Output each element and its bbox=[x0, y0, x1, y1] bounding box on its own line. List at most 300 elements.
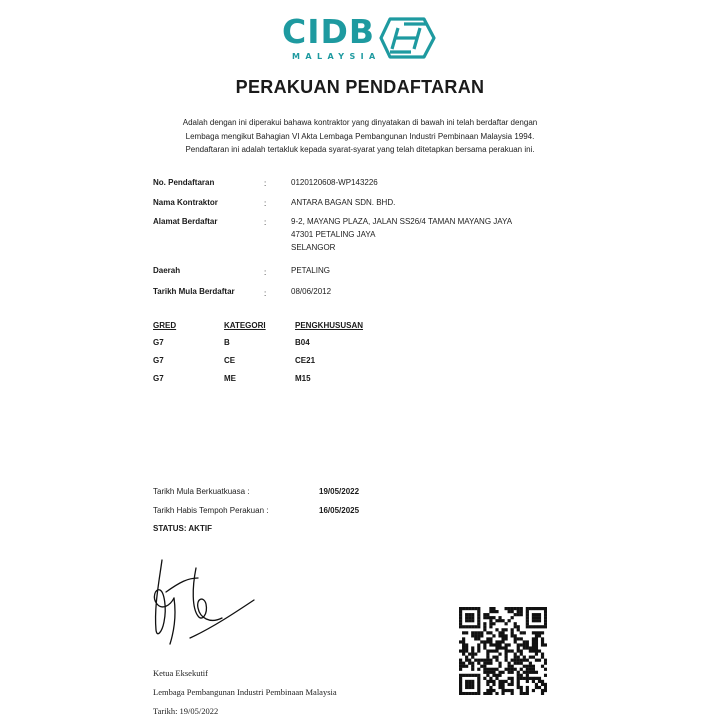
qr-module bbox=[538, 625, 541, 628]
qr-module bbox=[489, 607, 492, 610]
qr-module bbox=[532, 613, 535, 616]
address-label: Alamat Berdaftar bbox=[153, 217, 218, 226]
qr-module bbox=[483, 616, 486, 619]
qr-module bbox=[465, 607, 468, 610]
qr-module bbox=[526, 674, 529, 677]
qr-module bbox=[459, 662, 462, 665]
qr-module bbox=[508, 683, 511, 686]
qr-module bbox=[501, 689, 504, 692]
qr-module bbox=[495, 646, 498, 649]
qr-module bbox=[492, 656, 495, 659]
address-line: 9-2, MAYANG PLAZA, JALAN SS26/4 TAMAN MAYANG JAYA bbox=[291, 217, 513, 226]
qr-module bbox=[523, 656, 526, 659]
qr-module bbox=[483, 692, 486, 695]
qr-module bbox=[505, 628, 508, 631]
qr-module bbox=[477, 622, 480, 625]
qr-module bbox=[511, 668, 514, 671]
qr-module bbox=[489, 637, 492, 640]
qr-module bbox=[520, 607, 523, 610]
qr-module bbox=[532, 619, 535, 622]
qr-module bbox=[511, 680, 514, 683]
document-title: PERAKUAN PENDAFTARAN bbox=[235, 77, 485, 97]
qr-module bbox=[492, 634, 495, 637]
qr-module bbox=[544, 619, 547, 622]
qr-module bbox=[541, 665, 544, 668]
qr-module bbox=[495, 640, 498, 643]
qr-module bbox=[514, 662, 517, 665]
qr-module bbox=[492, 689, 495, 692]
qr-module bbox=[511, 677, 514, 680]
qr-module bbox=[462, 692, 465, 695]
qr-module bbox=[526, 680, 529, 683]
qr-module bbox=[541, 640, 544, 643]
qr-module bbox=[495, 643, 498, 646]
qr-module bbox=[465, 659, 468, 662]
qr-module bbox=[535, 631, 538, 634]
qr-module bbox=[489, 692, 492, 695]
qr-module bbox=[498, 640, 501, 643]
qr-module bbox=[541, 689, 544, 692]
qr-module bbox=[489, 643, 492, 646]
qr-module bbox=[511, 671, 514, 674]
qr-module bbox=[477, 610, 480, 613]
qr-module bbox=[501, 628, 504, 631]
qr-module bbox=[520, 686, 523, 689]
qr-module bbox=[483, 659, 486, 662]
qr-module bbox=[462, 662, 465, 665]
qr-module bbox=[535, 643, 538, 646]
qr-module bbox=[459, 674, 462, 677]
qr-module bbox=[483, 677, 486, 680]
signatory-date: Tarikh: 19/05/2022 bbox=[153, 706, 219, 716]
qr-module bbox=[498, 634, 501, 637]
qr-module bbox=[520, 631, 523, 634]
category-cell: ME bbox=[224, 374, 236, 383]
qr-module bbox=[462, 640, 465, 643]
qr-module bbox=[480, 659, 483, 662]
qr-module bbox=[468, 616, 471, 619]
qr-module bbox=[486, 649, 489, 652]
qr-module bbox=[535, 607, 538, 610]
qr-module bbox=[544, 607, 547, 610]
qr-module bbox=[462, 631, 465, 634]
qr-module bbox=[483, 643, 486, 646]
qr-module bbox=[526, 607, 529, 610]
qr-module bbox=[486, 692, 489, 695]
qr-module bbox=[486, 659, 489, 662]
qr-module bbox=[465, 649, 468, 652]
qr-module bbox=[538, 607, 541, 610]
qr-module bbox=[489, 619, 492, 622]
qr-module bbox=[498, 671, 501, 674]
category-cell: B bbox=[224, 338, 230, 347]
qr-module bbox=[483, 646, 486, 649]
qr-module bbox=[489, 649, 492, 652]
qr-module bbox=[511, 631, 514, 634]
qr-module bbox=[471, 607, 474, 610]
qr-module bbox=[526, 665, 529, 668]
qr-module bbox=[468, 692, 471, 695]
qr-module bbox=[517, 649, 520, 652]
qr-module bbox=[529, 668, 532, 671]
qr-module bbox=[508, 607, 511, 610]
qr-module bbox=[538, 649, 541, 652]
qr-module bbox=[532, 637, 535, 640]
qr-module bbox=[523, 692, 526, 695]
qr-module bbox=[526, 625, 529, 628]
qr-module bbox=[544, 686, 547, 689]
qr-module bbox=[498, 616, 501, 619]
qr-module bbox=[520, 659, 523, 662]
address-line: 47301 PETALING JAYA bbox=[291, 230, 376, 239]
qr-module bbox=[505, 637, 508, 640]
qr-module bbox=[483, 671, 486, 674]
qr-module bbox=[477, 662, 480, 665]
qr-module bbox=[495, 649, 498, 652]
qr-module bbox=[474, 674, 477, 677]
qr-module bbox=[459, 692, 462, 695]
qr-module bbox=[474, 625, 477, 628]
qr-module bbox=[511, 607, 514, 610]
qr-module bbox=[498, 631, 501, 634]
qr-module bbox=[541, 692, 544, 695]
qr-module bbox=[520, 674, 523, 677]
qr-module bbox=[520, 692, 523, 695]
qr-module bbox=[501, 637, 504, 640]
qr-module bbox=[477, 689, 480, 692]
qr-module bbox=[532, 649, 535, 652]
qr-module bbox=[489, 625, 492, 628]
qr-module bbox=[477, 646, 480, 649]
contractor-label: Nama Kontraktor bbox=[153, 198, 218, 207]
grade-header: GRED bbox=[153, 321, 177, 330]
qr-module bbox=[483, 662, 486, 665]
qr-module bbox=[526, 640, 529, 643]
qr-module bbox=[517, 637, 520, 640]
qr-module bbox=[462, 674, 465, 677]
qr-module bbox=[508, 668, 511, 671]
qr-module bbox=[483, 668, 486, 671]
qr-module bbox=[486, 656, 489, 659]
qr-module bbox=[474, 659, 477, 662]
expiry-date-label: Tarikh Habis Tempoh Perakuan : bbox=[153, 506, 269, 515]
qr-module bbox=[459, 649, 462, 652]
qr-module bbox=[538, 619, 541, 622]
qr-module bbox=[480, 665, 483, 668]
qr-module bbox=[517, 625, 520, 628]
qr-module bbox=[465, 631, 468, 634]
qr-module bbox=[471, 613, 474, 616]
qr-module bbox=[538, 631, 541, 634]
reg-no-colon: : bbox=[264, 179, 267, 188]
qr-module bbox=[532, 616, 535, 619]
qr-module bbox=[535, 616, 538, 619]
qr-module bbox=[505, 607, 508, 610]
specialisation-cell: B04 bbox=[295, 338, 310, 347]
qr-module bbox=[459, 607, 462, 610]
qr-module bbox=[459, 689, 462, 692]
qr-module bbox=[532, 689, 535, 692]
qr-module bbox=[529, 677, 532, 680]
qr-module bbox=[511, 689, 514, 692]
address-colon: : bbox=[264, 218, 267, 227]
qr-module bbox=[498, 643, 501, 646]
qr-module bbox=[498, 686, 501, 689]
qr-module bbox=[520, 637, 523, 640]
qr-module bbox=[544, 610, 547, 613]
qr-module bbox=[477, 619, 480, 622]
qr-module bbox=[508, 665, 511, 668]
qr-module bbox=[486, 674, 489, 677]
qr-module bbox=[462, 625, 465, 628]
qr-module bbox=[505, 656, 508, 659]
qr-module bbox=[483, 628, 486, 631]
district-colon: : bbox=[264, 268, 267, 277]
qr-module bbox=[532, 640, 535, 643]
qr-module bbox=[462, 665, 465, 668]
qr-module bbox=[489, 680, 492, 683]
contractor-colon: : bbox=[264, 199, 267, 208]
qr-module bbox=[526, 616, 529, 619]
qr-module bbox=[517, 643, 520, 646]
qr-module bbox=[489, 622, 492, 625]
qr-module bbox=[538, 677, 541, 680]
qr-module bbox=[505, 668, 508, 671]
qr-module bbox=[498, 680, 501, 683]
qr-module bbox=[523, 665, 526, 668]
qr-module bbox=[471, 631, 474, 634]
qr-module bbox=[526, 668, 529, 671]
qr-module bbox=[495, 659, 498, 662]
qr-module bbox=[465, 683, 468, 686]
qr-module bbox=[508, 649, 511, 652]
qr-module bbox=[529, 662, 532, 665]
qr-module bbox=[544, 674, 547, 677]
qr-module bbox=[535, 637, 538, 640]
qr-module bbox=[465, 646, 468, 649]
qr-module bbox=[514, 659, 517, 662]
qr-module bbox=[541, 631, 544, 634]
qr-module bbox=[465, 656, 468, 659]
qr-module bbox=[501, 671, 504, 674]
start-date-colon: : bbox=[264, 289, 267, 298]
qr-module bbox=[495, 619, 498, 622]
qr-module bbox=[486, 616, 489, 619]
qr-module bbox=[505, 653, 508, 656]
qr-module bbox=[520, 662, 523, 665]
qr-module bbox=[498, 653, 501, 656]
qr-code-icon bbox=[459, 607, 547, 695]
qr-module bbox=[517, 656, 520, 659]
qr-module bbox=[514, 634, 517, 637]
qr-module bbox=[498, 665, 501, 668]
qr-module bbox=[462, 607, 465, 610]
qr-module bbox=[459, 677, 462, 680]
qr-module bbox=[517, 683, 520, 686]
qr-module bbox=[544, 659, 547, 662]
qr-module bbox=[501, 619, 504, 622]
qr-module bbox=[535, 634, 538, 637]
qr-module bbox=[483, 625, 486, 628]
qr-module bbox=[492, 649, 495, 652]
qr-module bbox=[541, 683, 544, 686]
qr-module bbox=[505, 649, 508, 652]
qr-module bbox=[501, 640, 504, 643]
qr-module bbox=[505, 689, 508, 692]
qr-module bbox=[501, 634, 504, 637]
qr-module bbox=[541, 653, 544, 656]
qr-module bbox=[471, 646, 474, 649]
qr-module bbox=[514, 656, 517, 659]
qr-module bbox=[486, 671, 489, 674]
qr-module bbox=[508, 643, 511, 646]
qr-module bbox=[486, 613, 489, 616]
qr-module bbox=[471, 616, 474, 619]
qr-module bbox=[520, 689, 523, 692]
qr-module bbox=[477, 683, 480, 686]
qr-module bbox=[544, 643, 547, 646]
signatory-organisation: Lembaga Pembangunan Industri Pembinaan Malaysia bbox=[153, 687, 337, 697]
qr-module bbox=[468, 659, 471, 662]
qr-module bbox=[535, 646, 538, 649]
qr-module bbox=[477, 625, 480, 628]
qr-module bbox=[471, 686, 474, 689]
qr-module bbox=[523, 640, 526, 643]
qr-module bbox=[544, 622, 547, 625]
qr-module bbox=[520, 643, 523, 646]
qr-module bbox=[529, 671, 532, 674]
qr-module bbox=[541, 607, 544, 610]
qr-module bbox=[477, 649, 480, 652]
qr-module bbox=[468, 683, 471, 686]
district-value: PETALING bbox=[291, 266, 330, 275]
qr-module bbox=[498, 646, 501, 649]
qr-module bbox=[532, 656, 535, 659]
qr-module bbox=[511, 649, 514, 652]
qr-module bbox=[480, 631, 483, 634]
qr-module bbox=[526, 671, 529, 674]
qr-module bbox=[480, 634, 483, 637]
qr-module bbox=[511, 692, 514, 695]
qr-module bbox=[511, 659, 514, 662]
qr-module bbox=[459, 683, 462, 686]
qr-module bbox=[477, 631, 480, 634]
qr-module bbox=[471, 674, 474, 677]
qr-module bbox=[505, 680, 508, 683]
qr-module bbox=[477, 659, 480, 662]
qr-module bbox=[523, 631, 526, 634]
qr-module bbox=[468, 662, 471, 665]
reg-no-label: No. Pendaftaran bbox=[153, 178, 215, 187]
qr-module bbox=[465, 665, 468, 668]
qr-module bbox=[471, 665, 474, 668]
qr-module bbox=[489, 677, 492, 680]
signature-image bbox=[140, 552, 270, 652]
qr-module bbox=[535, 677, 538, 680]
reg-no-value: 0120120608-WP143226 bbox=[291, 178, 378, 187]
qr-module bbox=[508, 677, 511, 680]
qr-module bbox=[532, 607, 535, 610]
qr-module bbox=[526, 610, 529, 613]
qr-module bbox=[541, 637, 544, 640]
qr-module bbox=[489, 659, 492, 662]
qr-module bbox=[471, 619, 474, 622]
qr-module bbox=[486, 637, 489, 640]
qr-module bbox=[498, 662, 501, 665]
qr-module bbox=[532, 665, 535, 668]
qr-module bbox=[508, 610, 511, 613]
qr-module bbox=[538, 613, 541, 616]
qr-module bbox=[468, 625, 471, 628]
qr-module bbox=[532, 677, 535, 680]
intro-line: Adalah dengan ini diperakui bahawa kontraktor yang dinyatakan di bawah ini telah berdaftar dengan bbox=[182, 118, 538, 127]
qr-module bbox=[459, 622, 462, 625]
qr-module bbox=[532, 671, 535, 674]
qr-module bbox=[492, 622, 495, 625]
intro-paragraph bbox=[140, 116, 580, 157]
qr-module bbox=[544, 689, 547, 692]
qr-module bbox=[520, 668, 523, 671]
start-date-label: Tarikh Mula Berdaftar bbox=[153, 287, 235, 296]
qr-module bbox=[465, 692, 468, 695]
qr-module bbox=[526, 619, 529, 622]
qr-module bbox=[523, 677, 526, 680]
qr-module bbox=[517, 674, 520, 677]
qr-module bbox=[486, 680, 489, 683]
qr-module bbox=[492, 671, 495, 674]
qr-module bbox=[465, 625, 468, 628]
qr-module bbox=[505, 622, 508, 625]
qr-module bbox=[480, 640, 483, 643]
qr-module bbox=[474, 607, 477, 610]
qr-module bbox=[529, 646, 532, 649]
qr-module bbox=[544, 683, 547, 686]
qr-module bbox=[541, 643, 544, 646]
qr-module bbox=[511, 634, 514, 637]
qr-module bbox=[529, 656, 532, 659]
qr-module bbox=[505, 646, 508, 649]
qr-module bbox=[529, 607, 532, 610]
qr-module bbox=[486, 668, 489, 671]
qr-module bbox=[489, 686, 492, 689]
signatory-position: Ketua Eksekutif bbox=[153, 668, 208, 678]
qr-module bbox=[508, 689, 511, 692]
qr-module bbox=[471, 634, 474, 637]
qr-module bbox=[495, 674, 498, 677]
qr-module bbox=[538, 616, 541, 619]
qr-module bbox=[526, 646, 529, 649]
qr-module bbox=[520, 649, 523, 652]
qr-module bbox=[462, 637, 465, 640]
qr-module bbox=[538, 634, 541, 637]
qr-module bbox=[477, 692, 480, 695]
qr-module bbox=[465, 643, 468, 646]
qr-module bbox=[532, 646, 535, 649]
qr-module bbox=[529, 665, 532, 668]
qr-module bbox=[477, 613, 480, 616]
qr-module bbox=[465, 616, 468, 619]
qr-module bbox=[498, 674, 501, 677]
qr-module bbox=[514, 637, 517, 640]
qr-module bbox=[498, 619, 501, 622]
qr-module bbox=[523, 671, 526, 674]
qr-module bbox=[535, 625, 538, 628]
qr-module bbox=[535, 683, 538, 686]
qr-module bbox=[486, 653, 489, 656]
qr-module bbox=[474, 653, 477, 656]
qr-module bbox=[462, 649, 465, 652]
qr-module bbox=[535, 613, 538, 616]
